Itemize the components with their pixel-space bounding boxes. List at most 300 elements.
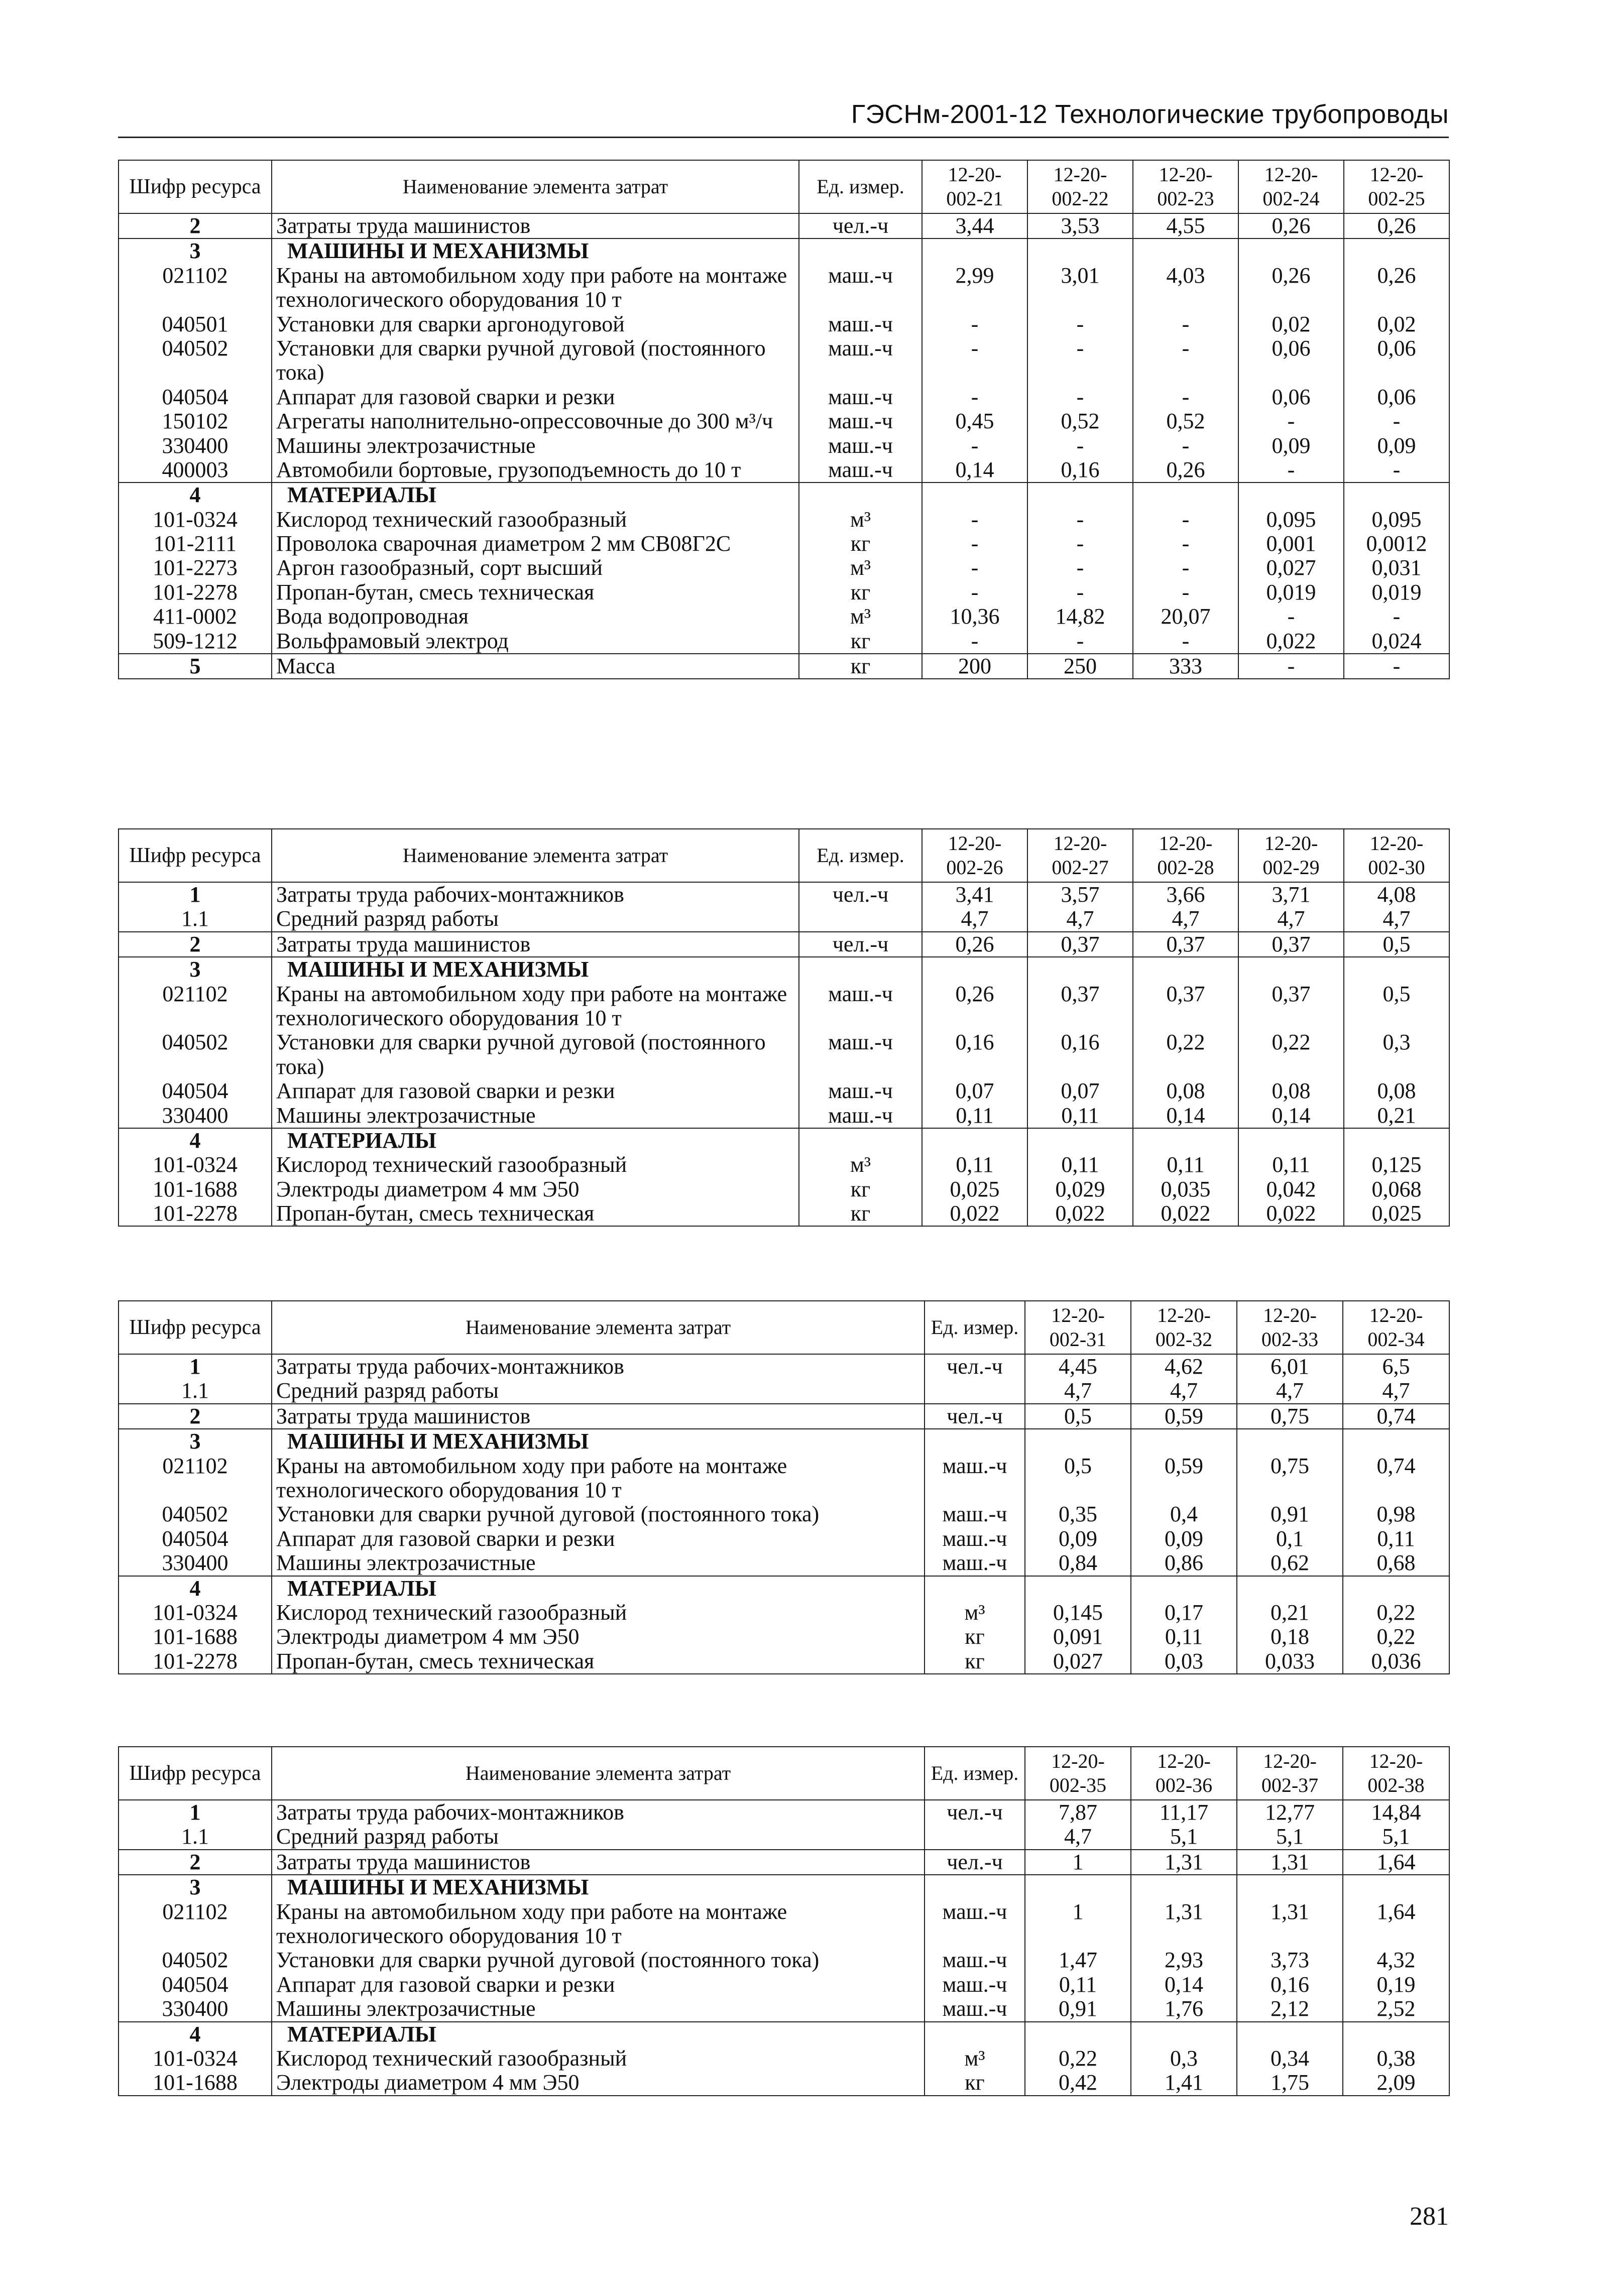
unit-of-measure: м³ [799,1153,922,1177]
norm-value: 2,52 [1343,1997,1449,2021]
norm-value: 0,22 [1343,1601,1449,1625]
table-row [119,1104,1449,1128]
unit-of-measure: маш.-ч [925,1502,1025,1526]
norm-value: 2,99 [922,264,1027,312]
header-name: Наименование элемента затрат [272,1747,925,1800]
norm-value: 0,52 [1027,409,1133,433]
unit-of-measure: маш.-ч [925,1527,1025,1551]
norm-value: 0,07 [1027,1079,1133,1103]
unit-of-measure: кг [799,532,922,556]
table-row [119,1551,1449,1576]
resource-code: 330400 [119,1104,272,1128]
resource-code: 1 [119,1354,272,1379]
table-row [119,1379,1449,1403]
cost-item-name: Пропан-бутан, смесь техническая [272,1649,925,1674]
unit-of-measure: маш.-ч [799,1104,922,1128]
norm-value: 0,19 [1343,1973,1449,1997]
table-row [119,1354,1449,1379]
table-row [119,532,1449,556]
norm-value: - [922,532,1027,556]
norm-value: 0,84 [1025,1551,1131,1576]
table-row [119,629,1449,654]
norm-value: 1,64 [1343,1850,1449,1875]
header-name: Наименование элемента затрат [272,160,799,213]
resource-table-2 [118,828,1450,1227]
norm-value: 0,22 [1133,1030,1238,1079]
section-title: МАТЕРИАЛЫ [272,482,799,507]
unit-of-measure: кг [799,654,922,679]
norm-value: 0,37 [1238,932,1344,957]
header-code: Шифр ресурса [119,829,272,882]
norm-value: 0,11 [1343,1527,1449,1551]
norm-value [1131,2022,1237,2046]
norm-value [1237,1875,1343,1899]
table-row [119,312,1449,336]
norm-value: 1,31 [1131,1850,1237,1875]
header-norm-code: 12-20- 002-23 [1133,160,1238,213]
norm-value: 1,64 [1343,1900,1449,1949]
table-row [119,1825,1449,1849]
cost-item-name: Краны на автомобильном ходу при работе на монтаже технологического оборудования 10 т [272,264,799,312]
norm-value: 3,73 [1237,1948,1343,1972]
norm-value: 3,71 [1238,882,1344,907]
norm-value: 4,7 [1027,907,1133,931]
norm-value: 0,11 [922,1153,1027,1177]
header-norm-code: 12-20- 002-27 [1027,829,1133,882]
norm-value: 0,14 [1131,1973,1237,1997]
norm-value: 0,5 [1344,932,1449,957]
norm-value: 5,1 [1237,1825,1343,1849]
norm-value: 0,17 [1131,1601,1237,1625]
table-row [119,385,1449,409]
unit-of-measure: чел.-ч [799,213,922,238]
norm-value: - [1133,508,1238,532]
norm-value [1343,1576,1449,1601]
cost-item-name: Затраты труда рабочих-монтажников [272,1800,925,1825]
cost-item-name: Кислород технический газообразный [272,1601,925,1625]
norm-value: - [922,556,1027,580]
norm-value: - [1238,409,1344,433]
unit-of-measure [799,482,922,507]
norm-value [1343,1429,1449,1454]
table-row [119,1030,1449,1079]
resource-code: 101-0324 [119,2046,272,2071]
norm-value: - [1238,654,1344,679]
table-row [119,2046,1449,2071]
resource-code: 040501 [119,312,272,336]
cost-item-name: Затраты труда машинистов [272,1850,925,1875]
norm-value: 3,44 [922,213,1027,238]
table-row [119,1800,1449,1825]
resource-code: 040502 [119,1502,272,1526]
norm-value: 0,095 [1344,508,1449,532]
norm-value: 0,14 [1238,1104,1344,1128]
resource-code: 1.1 [119,1379,272,1403]
norm-value [1238,957,1344,982]
table-row [119,1625,1449,1649]
norm-value: - [1027,434,1133,458]
norm-value: 0,06 [1344,336,1449,385]
resource-code: 101-0324 [119,1153,272,1177]
table-row [119,1454,1449,1503]
table-row [119,409,1449,433]
norm-value: - [1133,385,1238,409]
resource-code: 040504 [119,1527,272,1551]
norm-value: 1,31 [1237,1900,1343,1949]
norm-value [1131,1429,1237,1454]
norm-value: 0,16 [1027,458,1133,482]
header-unit: Ед. измер. [925,1747,1025,1800]
unit-of-measure: чел.-ч [799,932,922,957]
norm-value: 0,45 [922,409,1027,433]
norm-value [1133,957,1238,982]
norm-value: 0,025 [922,1177,1027,1201]
table-row [119,1997,1449,2021]
unit-of-measure: маш.-ч [799,434,922,458]
cost-item-name: Аппарат для газовой сварки и резки [272,1973,925,1997]
norm-value: 0,033 [1237,1649,1343,1674]
norm-value: 1,47 [1025,1948,1131,1972]
unit-of-measure: маш.-ч [799,982,922,1031]
norm-value: 0,027 [1238,556,1344,580]
resource-code: 3 [119,238,272,263]
norm-value: 0,042 [1238,1177,1344,1201]
norm-value: 0,3 [1344,1030,1449,1079]
norm-value: 0,019 [1344,580,1449,605]
header-code: Шифр ресурса [119,1747,272,1800]
resource-code: 021102 [119,1900,272,1949]
norm-value: - [1133,532,1238,556]
resource-code: 101-0324 [119,1601,272,1625]
section-title: МАШИНЫ И МЕХАНИЗМЫ [272,1429,925,1454]
table-row [119,580,1449,605]
norm-value: 0,06 [1344,385,1449,409]
norm-value: 0,08 [1344,1079,1449,1103]
norm-value: - [1027,556,1133,580]
norm-value: 0,26 [1133,458,1238,482]
unit-of-measure [925,2022,1025,2046]
unit-of-measure [799,907,922,931]
norm-value: 4,03 [1133,264,1238,312]
cost-item-name: Агрегаты наполнительно-опрессовочные до 300 м³/ч [272,409,799,433]
resource-code: 101-2278 [119,1201,272,1226]
unit-of-measure [925,1429,1025,1454]
norm-value: 0,031 [1344,556,1449,580]
norm-value: 0,21 [1237,1601,1343,1625]
norm-value: 0,26 [1344,264,1449,312]
table-row [119,882,1449,907]
norm-value: 0,34 [1237,2046,1343,2071]
norm-value: 0,07 [922,1079,1027,1103]
norm-value: - [1133,580,1238,605]
resource-code: 021102 [119,264,272,312]
unit-of-measure: маш.-ч [799,385,922,409]
page-number: 281 [1410,2202,1449,2231]
norm-value: - [1133,629,1238,654]
table-row [119,1601,1449,1625]
resource-code: 021102 [119,1454,272,1503]
cost-item-name: Машины электрозачистные [272,1104,799,1128]
resource-code: 5 [119,654,272,679]
norm-value: 0,022 [1238,629,1344,654]
header-norm-code: 12-20- 002-35 [1025,1747,1131,1800]
resource-code: 2 [119,1404,272,1429]
norm-value: 0,26 [922,932,1027,957]
header-code: Шифр ресурса [119,1301,272,1354]
unit-of-measure: кг [925,1625,1025,1649]
unit-of-measure: маш.-ч [799,312,922,336]
unit-of-measure: маш.-ч [799,409,922,433]
table-row [119,605,1449,629]
header-norm-code: 12-20- 002-26 [922,829,1027,882]
norm-value: 2,09 [1343,2071,1449,2095]
resource-code: 2 [119,1850,272,1875]
norm-value: 0,036 [1343,1649,1449,1674]
resource-code: 411-0002 [119,605,272,629]
norm-value [1027,1128,1133,1153]
norm-value: 0,001 [1238,532,1344,556]
norm-value: 14,84 [1343,1800,1449,1825]
norm-value: 6,01 [1237,1354,1343,1379]
resource-code: 4 [119,1128,272,1153]
resource-code: 040502 [119,1948,272,1972]
resource-table-4 [118,1746,1450,2096]
norm-value: 4,62 [1131,1354,1237,1379]
resource-code: 1.1 [119,907,272,931]
table-row [119,556,1449,580]
table-row [119,1649,1449,1674]
header-norm-code: 12-20- 002-28 [1133,829,1238,882]
resource-code: 1.1 [119,1825,272,1849]
norm-value: 3,41 [922,882,1027,907]
norm-value: 4,7 [922,907,1027,931]
cost-item-name: Установки для сварки ручной дуговой (постоянного тока) [272,336,799,385]
norm-value: 0,022 [1238,1201,1344,1226]
norm-value [1344,1128,1449,1153]
norm-value: 0,029 [1027,1177,1133,1201]
norm-value: 0,09 [1238,434,1344,458]
cost-item-name: Машины электрозачистные [272,434,799,458]
norm-value: 0,09 [1025,1527,1131,1551]
table-row [119,1404,1449,1429]
norm-value: 0,11 [1238,1153,1344,1177]
cost-item-name: Кислород технический газообразный [272,508,799,532]
norm-value [1237,1576,1343,1601]
norm-value: 0,06 [1238,385,1344,409]
norm-value: 0,11 [1027,1104,1133,1128]
section-title: МАТЕРИАЛЫ [272,2022,925,2046]
resource-code: 3 [119,957,272,982]
resource-code: 4 [119,2022,272,2046]
norm-value [1133,482,1238,507]
norm-value: 5,1 [1343,1825,1449,1849]
cost-item-name: Вольфрамовый электрод [272,629,799,654]
running-header [118,96,1449,138]
norm-value: 0,59 [1131,1454,1237,1503]
table-row [119,336,1449,385]
norm-value: 20,07 [1133,605,1238,629]
norm-value: 1,31 [1237,1850,1343,1875]
resource-code: 101-2111 [119,532,272,556]
norm-value: 11,17 [1131,1800,1237,1825]
norm-value: 0,5 [1025,1454,1131,1503]
resource-code: 330400 [119,434,272,458]
norm-value: - [1133,312,1238,336]
norm-value: 0,16 [1027,1030,1133,1079]
norm-value: 0,59 [1131,1404,1237,1429]
cost-item-name: Вода водопроводная [272,605,799,629]
norm-value: 0,06 [1238,336,1344,385]
norm-value [1027,238,1133,263]
unit-of-measure: м³ [799,556,922,580]
section-title: МАТЕРИАЛЫ [272,1576,925,1601]
norm-value [1344,957,1449,982]
norm-value [1025,1429,1131,1454]
norm-value: - [1027,312,1133,336]
unit-of-measure: кг [799,629,922,654]
resource-code: 4 [119,1576,272,1601]
norm-value: - [1344,605,1449,629]
norm-value [1025,1875,1131,1899]
header-norm-code: 12-20- 002-38 [1343,1747,1449,1800]
header-norm-code: 12-20- 002-25 [1344,160,1449,213]
table-row [119,1900,1449,1949]
norm-value: 0,26 [1238,264,1344,312]
norm-value: 0,095 [1238,508,1344,532]
norm-value: - [1133,336,1238,385]
unit-of-measure: чел.-ч [925,1850,1025,1875]
resource-code: 2 [119,213,272,238]
norm-value: - [922,580,1027,605]
table-row [119,434,1449,458]
unit-of-measure: маш.-ч [799,264,922,312]
cost-item-name: Машины электрозачистные [272,1551,925,1576]
norm-value: - [1238,605,1344,629]
unit-of-measure: маш.-ч [925,1997,1025,2021]
resource-code: 040502 [119,1030,272,1079]
norm-value [1027,957,1133,982]
header-norm-code: 12-20- 002-31 [1025,1301,1131,1354]
norm-value: 0,68 [1343,1551,1449,1576]
norm-value: 3,57 [1027,882,1133,907]
cost-item-name: Установки для сварки ручной дуговой (постоянного тока) [272,1030,799,1079]
header-norm-code: 12-20- 002-21 [922,160,1027,213]
norm-value: 0,98 [1343,1502,1449,1526]
cost-item-name: Пропан-бутан, смесь техническая [272,1201,799,1226]
norm-value: 4,7 [1025,1825,1131,1849]
norm-value: 0,145 [1025,1601,1131,1625]
header-code: Шифр ресурса [119,160,272,213]
document-title: ГЭСНм-2001-12 Технологические трубопроводы [851,100,1449,129]
norm-value [1133,1128,1238,1153]
norm-value: 0,09 [1131,1527,1237,1551]
norm-value: 2,12 [1237,1997,1343,2021]
norm-value: 4,08 [1344,882,1449,907]
table-row [119,264,1449,312]
norm-value: 3,53 [1027,213,1133,238]
cost-item-name: Установки для сварки ручной дуговой (постоянного тока) [272,1502,925,1526]
resource-code: 101-2278 [119,1649,272,1674]
norm-value: 6,5 [1343,1354,1449,1379]
header-unit: Ед. измер. [799,160,922,213]
norm-value: 0,42 [1025,2071,1131,2095]
unit-of-measure [799,957,922,982]
norm-value: 5,1 [1131,1825,1237,1849]
norm-value: 0,14 [922,458,1027,482]
norm-value: - [1133,434,1238,458]
cost-item-name: Проволока сварочная диаметром 2 мм СВ08Г2С [272,532,799,556]
resource-code: 101-1688 [119,1177,272,1201]
header-unit: Ед. измер. [925,1301,1025,1354]
unit-of-measure: кг [925,2071,1025,2095]
norm-value: 0,16 [1237,1973,1343,1997]
cost-item-name: Затраты труда рабочих-монтажников [272,1354,925,1379]
cost-item-name: Кислород технический газообразный [272,1153,799,1177]
norm-value [922,1128,1027,1153]
table-row [119,1079,1449,1103]
unit-of-measure: м³ [799,605,922,629]
norm-value: 0,16 [922,1030,1027,1079]
norm-value: - [922,508,1027,532]
section-row [119,1128,1449,1153]
norm-value: 0,38 [1343,2046,1449,2071]
unit-of-measure [799,1128,922,1153]
unit-of-measure [925,1825,1025,1849]
norm-value: - [922,385,1027,409]
norm-value: - [1027,336,1133,385]
norm-value: 0,18 [1237,1625,1343,1649]
norm-value: 1,76 [1131,1997,1237,2021]
header-norm-code: 12-20- 002-36 [1131,1747,1237,1800]
section-row [119,1429,1449,1454]
cost-item-name: Краны на автомобильном ходу при работе на монтаже технологического оборудования 10 т [272,1454,925,1503]
norm-value [922,957,1027,982]
cost-item-name: Краны на автомобильном ходу при работе на монтаже технологического оборудования 10 т [272,1900,925,1949]
cost-item-name: Электроды диаметром 4 мм Э50 [272,1625,925,1649]
norm-value: 0,11 [922,1104,1027,1128]
norm-value: 4,7 [1131,1379,1237,1403]
norm-value: 0,35 [1025,1502,1131,1526]
unit-of-measure: маш.-ч [925,1900,1025,1949]
norm-value: - [1344,654,1449,679]
norm-value [922,238,1027,263]
norm-value: 4,7 [1238,907,1344,931]
header-norm-code: 12-20- 002-32 [1131,1301,1237,1354]
norm-value: 0,62 [1237,1551,1343,1576]
norm-value: 1,31 [1131,1900,1237,1949]
cost-item-name: Затраты труда машинистов [272,1404,925,1429]
norm-value: 1 [1025,1850,1131,1875]
norm-value: 200 [922,654,1027,679]
resource-code: 4 [119,482,272,507]
norm-value: - [922,336,1027,385]
cost-item-name: Электроды диаметром 4 мм Э50 [272,2071,925,2095]
resource-code: 021102 [119,982,272,1031]
norm-value [1237,1429,1343,1454]
norm-value: 4,7 [1133,907,1238,931]
norm-value: 0,4 [1131,1502,1237,1526]
norm-value: 4,7 [1343,1379,1449,1403]
norm-value: 0,08 [1133,1079,1238,1103]
table-row [119,1502,1449,1526]
resource-code: 1 [119,1800,272,1825]
table-row [119,1201,1449,1226]
cost-item-name: Средний разряд работы [272,1825,925,1849]
norm-value: 0,09 [1344,434,1449,458]
norm-value [1344,238,1449,263]
norm-value: 0,068 [1344,1177,1449,1201]
norm-value: - [1027,532,1133,556]
